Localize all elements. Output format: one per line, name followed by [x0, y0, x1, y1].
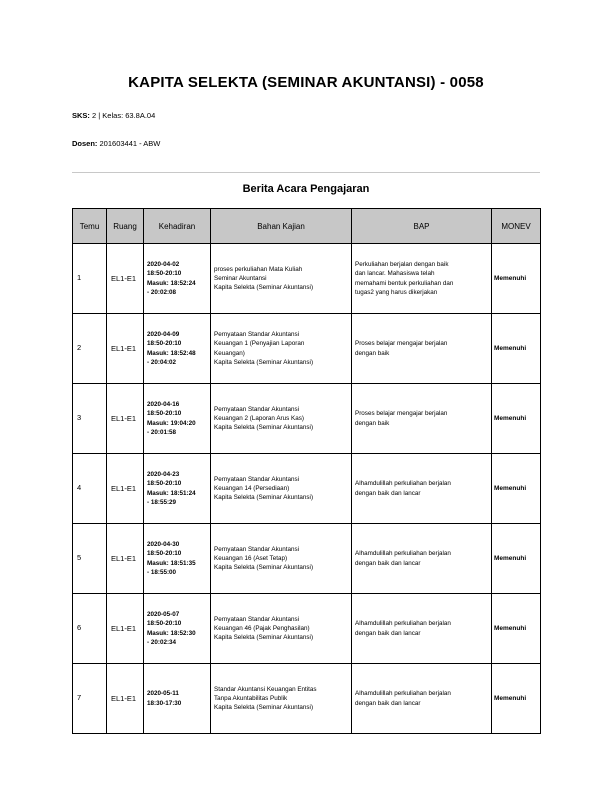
cell-bap [352, 244, 492, 314]
cell-bahan-kajian-line: Tanpa Akuntabilitas Publik [214, 694, 288, 702]
cell-kehadiran [144, 524, 211, 594]
cell-kehadiran-line: 2020-04-30 [147, 541, 180, 549]
cell-bahan-kajian-line: Keuangan 1 (Penyajian Laporan [214, 340, 305, 348]
cell-bahan-kajian-line: Kapita Selekta (Seminar Akuntansi) [214, 284, 314, 292]
cell-temu: 7 [73, 664, 107, 734]
cell-bahan-kajian-line: Kapita Selekta (Seminar Akuntansi) [214, 564, 314, 572]
cell-bahan-kajian-line: Pernyataan Standar Akuntansi [214, 331, 300, 339]
cell-monev: Memenuhi [492, 664, 541, 734]
cell-ruang: EL1-E1 [107, 384, 144, 454]
cell-bap [352, 664, 492, 734]
cell-ruang: EL1-E1 [107, 664, 144, 734]
cell-bap-line: dengan baik dan lancar [355, 629, 421, 637]
cell-bap-line: Alhamdulillah perkuliahan berjalan [355, 480, 451, 488]
cell-kehadiran-line: 2020-04-16 [147, 401, 180, 409]
cell-kehadiran-line: 18:50-20:10 [147, 340, 182, 348]
table-row [73, 384, 541, 454]
cell-bahan-kajian-line: Pernyataan Standar Akuntansi [214, 545, 300, 553]
cell-kehadiran-line: Masuk: 18:51:24 [147, 489, 196, 497]
cell-bap [352, 314, 492, 384]
cell-bap-line: Perkuliahan berjalan dengan baik [355, 261, 449, 269]
header-bahan-kajian: Bahan Kajian [211, 209, 352, 244]
cell-kehadiran [144, 594, 211, 664]
cell-bap-line: Alhamdulillah perkuliahan berjalan [355, 620, 451, 628]
cell-bahan-kajian-line: Kapita Selekta (Seminar Akuntansi) [214, 358, 314, 366]
cell-ruang: EL1-E1 [107, 314, 144, 384]
cell-kehadiran-line: - 20:02:34 [147, 638, 177, 646]
cell-temu: 5 [73, 524, 107, 594]
cell-kehadiran [144, 244, 211, 314]
cell-bahan-kajian [211, 454, 352, 524]
cell-kehadiran-line: - 20:04:02 [147, 358, 177, 366]
cell-bap [352, 454, 492, 524]
cell-bap-line: Alhamdulillah perkuliahan berjalan [355, 550, 451, 558]
cell-bahan-kajian-line: Keuangan 2 (Laporan Arus Kas) [214, 414, 304, 422]
cell-bahan-kajian [211, 314, 352, 384]
cell-bap-line: memahami bentuk perkuliahan dan [355, 279, 454, 287]
cell-temu: 3 [73, 384, 107, 454]
cell-kehadiran-line: - 20:02:08 [147, 288, 177, 296]
cell-monev: Memenuhi [492, 594, 541, 664]
cell-bap-line: Proses belajar mengajar berjalan [355, 410, 448, 418]
cell-kehadiran-line: 18:30-17:30 [147, 699, 182, 707]
cell-ruang: EL1-E1 [107, 524, 144, 594]
cell-bahan-kajian [211, 664, 352, 734]
cell-bahan-kajian-line: Keuangan 46 (Pajak Penghasilan) [214, 624, 310, 632]
cell-monev: Memenuhi [492, 244, 541, 314]
cell-bap-line: dengan baik dan lancar [355, 559, 421, 567]
cell-kehadiran-line: Masuk: 18:51:35 [147, 559, 196, 567]
cell-kehadiran-line: 2020-04-09 [147, 331, 180, 339]
cell-bahan-kajian [211, 244, 352, 314]
cell-bap-line: Alhamdulillah perkuliahan berjalan [355, 690, 451, 698]
cell-bahan-kajian-line: proses perkuliahan Mata Kuliah [214, 265, 303, 273]
table-row [73, 524, 541, 594]
cell-bahan-kajian-line: Keuangan 14 (Persediaan) [214, 484, 290, 492]
table-header-row [73, 209, 541, 244]
cell-kehadiran-line: 2020-04-02 [147, 261, 180, 269]
cell-kehadiran [144, 314, 211, 384]
cell-bap-line: Proses belajar mengajar berjalan [355, 340, 448, 348]
sks-class-line [72, 111, 155, 120]
dosen-label: Dosen: [72, 139, 98, 148]
cell-bahan-kajian-line: Pernyataan Standar Akuntansi [214, 615, 300, 623]
sks-value: 2 | Kelas: 63.8A.04 [92, 111, 156, 120]
cell-bap-line: dengan baik [355, 349, 390, 357]
table-row [73, 664, 541, 734]
cell-kehadiran-line: - 20:01:58 [147, 428, 177, 436]
cell-bap-line: dengan baik dan lancar [355, 699, 421, 707]
table-row [73, 594, 541, 664]
cell-kehadiran [144, 664, 211, 734]
cell-bahan-kajian [211, 594, 352, 664]
teaching-record-table [72, 208, 541, 734]
cell-kehadiran [144, 384, 211, 454]
cell-bahan-kajian-line: Seminar Akuntansi [214, 274, 267, 282]
cell-bap-line: dan lancar. Mahasiswa telah [355, 270, 435, 278]
cell-bahan-kajian [211, 524, 352, 594]
cell-bahan-kajian-line: Pernyataan Standar Akuntansi [214, 405, 300, 413]
cell-bahan-kajian [211, 384, 352, 454]
header-monev: MONEV [492, 209, 541, 244]
cell-kehadiran-line: Masuk: 18:52:24 [147, 279, 196, 287]
cell-kehadiran-line: Masuk: 18:52:48 [147, 349, 196, 357]
cell-kehadiran-line: 18:50-20:10 [147, 270, 182, 278]
cell-kehadiran-line: 18:50-20:10 [147, 620, 182, 628]
cell-bap-line: dengan baik dan lancar [355, 489, 421, 497]
cell-bahan-kajian-line: Standar Akuntansi Keuangan Entitas [214, 685, 317, 693]
cell-bap-line: dengan baik [355, 419, 390, 427]
cell-bahan-kajian-line: Kapita Selekta (Seminar Akuntansi) [214, 494, 314, 502]
header-kehadiran: Kehadiran [144, 209, 211, 244]
cell-monev: Memenuhi [492, 384, 541, 454]
course-title: KAPITA SELEKTA (SEMINAR AKUNTANSI) - 0058 [128, 74, 484, 91]
divider [72, 172, 540, 173]
cell-bap [352, 594, 492, 664]
cell-kehadiran-line: 18:50-20:10 [147, 480, 182, 488]
cell-bap-line: tugas2 yang harus dikerjakan [355, 288, 438, 296]
cell-kehadiran-line: - 18:55:00 [147, 568, 177, 576]
cell-bahan-kajian-line: Pernyataan Standar Akuntansi [214, 475, 300, 483]
cell-ruang: EL1-E1 [107, 594, 144, 664]
table-row [73, 244, 541, 314]
cell-bahan-kajian-line: Kapita Selekta (Seminar Akuntansi) [214, 424, 314, 432]
cell-kehadiran-line: 2020-05-11 [147, 690, 179, 698]
cell-kehadiran-line: 18:50-20:10 [147, 550, 182, 558]
lecturer-line [72, 139, 160, 148]
section-title: Berita Acara Pengajaran [242, 183, 370, 195]
sks-label: SKS: [72, 111, 90, 120]
cell-kehadiran-line: Masuk: 18:52:30 [147, 629, 196, 637]
cell-temu: 6 [73, 594, 107, 664]
cell-kehadiran-line: 2020-05-07 [147, 611, 180, 619]
cell-temu: 2 [73, 314, 107, 384]
cell-ruang: EL1-E1 [107, 454, 144, 524]
cell-bahan-kajian-line: Kapita Selekta (Seminar Akuntansi) [214, 634, 314, 642]
cell-kehadiran [144, 454, 211, 524]
table-row [73, 314, 541, 384]
cell-kehadiran-line: 2020-04-23 [147, 471, 180, 479]
header-temu: Temu [73, 209, 107, 244]
cell-bahan-kajian-line: Keuangan 16 (Aset Tetap) [214, 554, 288, 562]
dosen-value: 201603441 - ABW [99, 139, 161, 148]
cell-monev: Memenuhi [492, 524, 541, 594]
cell-bap [352, 524, 492, 594]
cell-monev: Memenuhi [492, 454, 541, 524]
header-ruang: Ruang [107, 209, 144, 244]
cell-bahan-kajian-line: Kapita Selekta (Seminar Akuntansi) [214, 704, 314, 712]
cell-ruang: EL1-E1 [107, 244, 144, 314]
header-bap: BAP [352, 209, 492, 244]
cell-monev: Memenuhi [492, 314, 541, 384]
cell-kehadiran-line: 18:50-20:10 [147, 410, 182, 418]
cell-temu: 1 [73, 244, 107, 314]
cell-kehadiran-line: Masuk: 19:04:20 [147, 419, 196, 427]
cell-bap [352, 384, 492, 454]
cell-kehadiran-line: - 18:55:29 [147, 498, 177, 506]
cell-bahan-kajian-line: Keuangan) [214, 349, 245, 357]
table-row [73, 454, 541, 524]
cell-temu: 4 [73, 454, 107, 524]
